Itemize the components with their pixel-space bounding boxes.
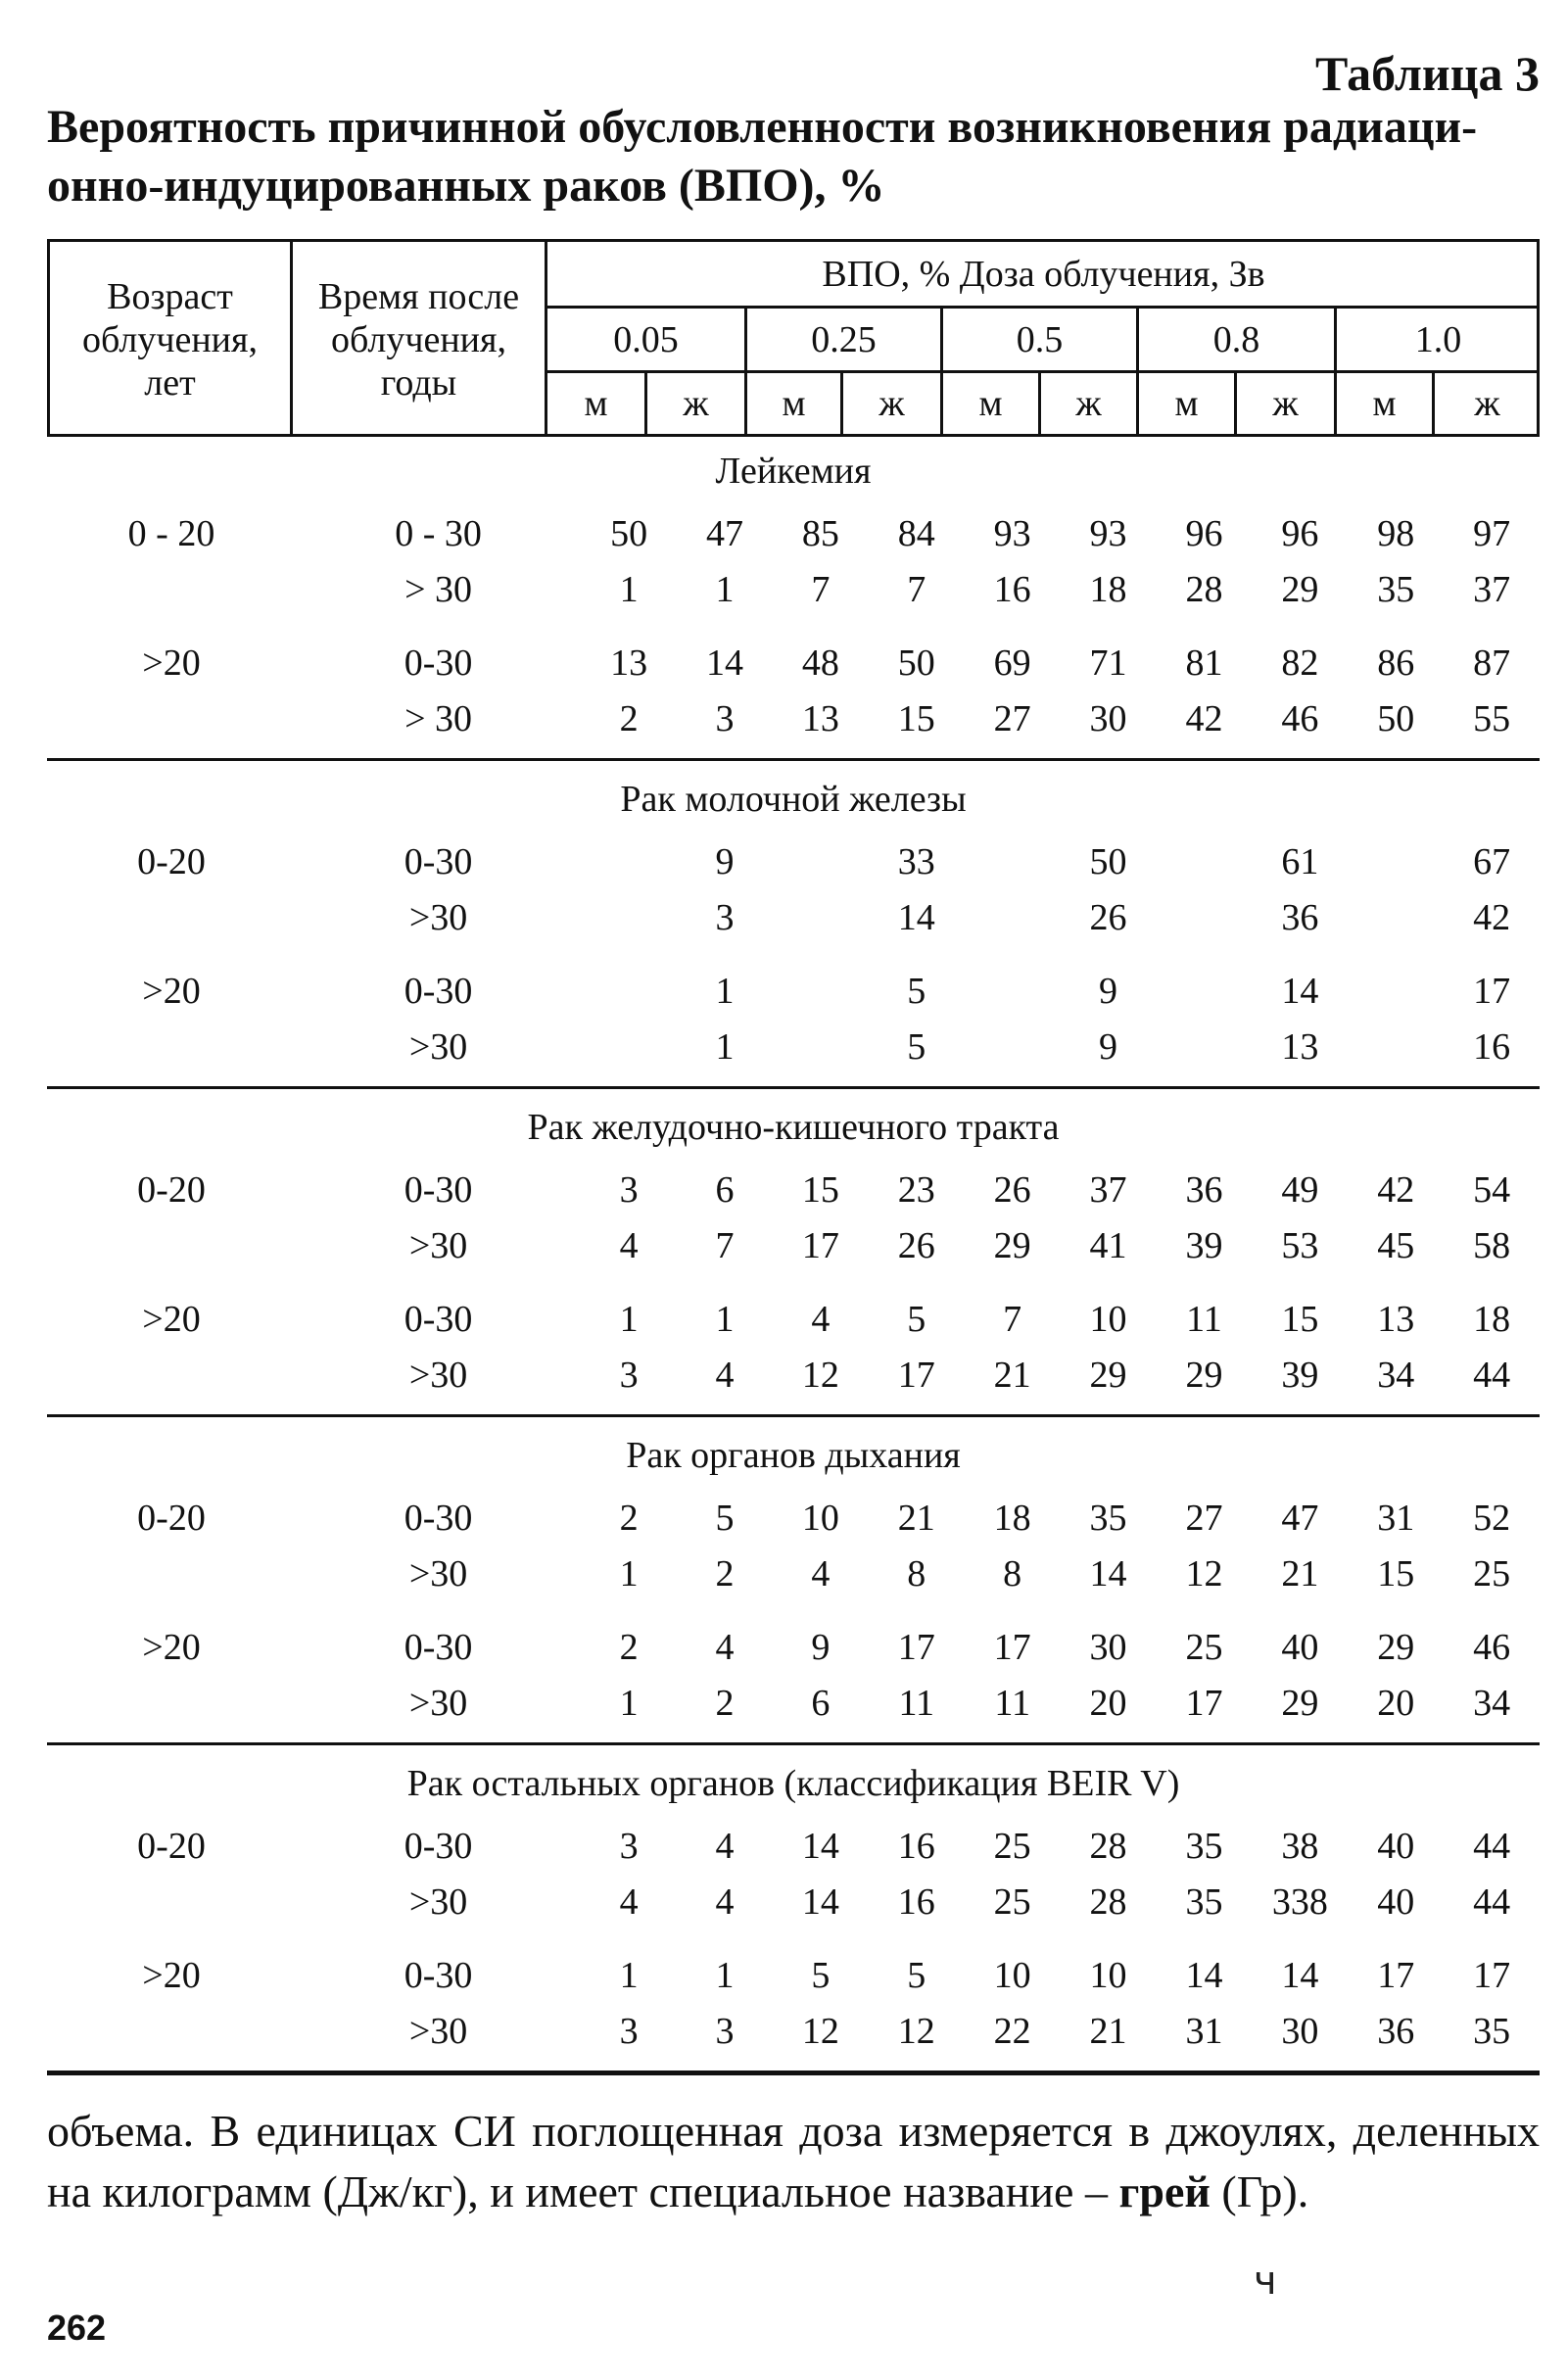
value-cell: 44 — [1473, 1880, 1511, 1923]
value-cell: 35 — [1473, 2010, 1511, 2052]
age-cell: >20 — [142, 970, 201, 1012]
table-row — [47, 963, 1540, 1019]
value-cell: 10 — [801, 1497, 839, 1539]
value-cell: 40 — [1281, 1626, 1319, 1668]
section-rule — [47, 2059, 1540, 2075]
value-cell: 22 — [993, 2010, 1031, 2052]
value-cell: 1 — [619, 568, 639, 610]
table-header — [47, 239, 1540, 437]
value-cell: 26 — [897, 1224, 935, 1266]
value-cell: 15 — [1377, 1552, 1415, 1595]
value-cell: 4 — [619, 1224, 639, 1266]
time-cell: 0-30 — [404, 1497, 473, 1539]
value-cell: 15 — [801, 1168, 839, 1211]
value-cell: 36 — [1281, 896, 1319, 938]
age-cell: >20 — [142, 1626, 201, 1668]
value-cell: 14 — [1089, 1552, 1127, 1595]
value-cell: 14 — [705, 642, 743, 684]
table-row — [47, 833, 1540, 889]
value-cell: 13 — [610, 642, 648, 684]
value-cell: 14 — [1281, 1954, 1319, 1996]
value-cell: 4 — [715, 1626, 735, 1668]
table-row — [47, 561, 1540, 617]
value-cell: 25 — [1473, 1552, 1511, 1595]
header-time-line: годы — [380, 362, 457, 404]
value-cell: 31 — [1185, 2010, 1223, 2052]
age-cell: 0-20 — [137, 1497, 206, 1539]
section-rule — [47, 1074, 1540, 1089]
section-title: Рак молочной железы — [620, 779, 967, 820]
document-page — [47, 0, 1540, 2380]
table-row — [47, 1291, 1540, 1347]
table-row — [47, 1490, 1540, 1546]
table-row — [47, 1818, 1540, 1874]
section-title: Лейкемия — [715, 451, 872, 492]
value-cell: 50 — [897, 642, 935, 684]
dose-header: 1.0 — [1414, 318, 1462, 360]
sex-header: ж — [683, 383, 709, 424]
value-cell: 2 — [715, 1682, 735, 1724]
value-cell: 2 — [619, 697, 639, 739]
value-cell: 27 — [1185, 1497, 1223, 1539]
time-cell: 0-30 — [404, 1626, 473, 1668]
value-cell: 7 — [811, 568, 831, 610]
value-cell: 3 — [619, 1825, 639, 1867]
value-cell: 29 — [1281, 1682, 1319, 1724]
value-cell: 45 — [1377, 1224, 1415, 1266]
sex-header: м — [1372, 383, 1397, 424]
value-cell: 36 — [1377, 2010, 1415, 2052]
time-cell: > 30 — [404, 568, 473, 610]
value-cell: 93 — [1089, 512, 1127, 554]
value-cell: 29 — [1089, 1354, 1127, 1396]
value-cell: 28 — [1089, 1825, 1127, 1867]
value-cell: 8 — [907, 1552, 926, 1595]
value-cell: 17 — [801, 1224, 839, 1266]
value-cell: 61 — [1281, 840, 1319, 882]
value-cell: 34 — [1473, 1682, 1511, 1724]
value-cell: 44 — [1473, 1825, 1511, 1867]
dose-header: 0.8 — [1212, 318, 1260, 360]
value-cell: 14 — [801, 1825, 839, 1867]
value-cell: 13 — [1281, 1025, 1319, 1068]
value-cell: 10 — [1089, 1954, 1127, 1996]
time-cell: >30 — [408, 2010, 468, 2052]
value-cell: 11 — [1186, 1298, 1222, 1340]
value-cell: 35 — [1089, 1497, 1127, 1539]
table-number: Таблица 3 — [1314, 46, 1540, 101]
table-row — [47, 1546, 1540, 1601]
table-row — [47, 1874, 1540, 1929]
value-cell: 18 — [1089, 568, 1127, 610]
value-cell: 52 — [1473, 1497, 1511, 1539]
table-row — [47, 1217, 1540, 1273]
value-cell: 35 — [1377, 568, 1415, 610]
dose-header: 0.5 — [1016, 318, 1064, 360]
value-cell: 41 — [1089, 1224, 1127, 1266]
sex-header: ж — [1474, 383, 1500, 424]
value-cell: 2 — [619, 1626, 639, 1668]
value-cell: 35 — [1185, 1825, 1223, 1867]
value-cell: 17 — [897, 1626, 935, 1668]
table-row — [47, 690, 1540, 746]
value-cell: 39 — [1281, 1354, 1319, 1396]
value-cell: 93 — [993, 512, 1031, 554]
value-cell: 6 — [715, 1168, 735, 1211]
value-cell: 50 — [1089, 840, 1127, 882]
time-cell: > 30 — [404, 697, 473, 739]
value-cell: 49 — [1281, 1168, 1319, 1211]
header-time — [293, 257, 545, 423]
sex-header: м — [978, 383, 1003, 424]
value-cell: 1 — [619, 1682, 639, 1724]
value-cell: 21 — [1281, 1552, 1319, 1595]
table-row — [47, 2003, 1540, 2059]
value-cell: 25 — [993, 1825, 1031, 1867]
value-cell: 16 — [897, 1880, 935, 1923]
value-cell: 29 — [1185, 1354, 1223, 1396]
value-cell: 4 — [715, 1880, 735, 1923]
value-cell: 1 — [619, 1954, 639, 1996]
value-cell: 46 — [1473, 1626, 1511, 1668]
value-cell: 37 — [1473, 568, 1511, 610]
value-cell: 34 — [1377, 1354, 1415, 1396]
value-cell: 1 — [715, 1954, 735, 1996]
value-cell: 81 — [1185, 642, 1223, 684]
value-cell: 28 — [1185, 568, 1223, 610]
value-cell: 5 — [907, 1298, 926, 1340]
time-cell: >30 — [408, 896, 468, 938]
value-cell: 11 — [898, 1682, 935, 1724]
table-row — [47, 1947, 1540, 2003]
value-cell: 69 — [993, 642, 1031, 684]
value-cell: 87 — [1473, 642, 1511, 684]
value-cell: 1 — [619, 1298, 639, 1340]
value-cell: 9 — [1099, 1025, 1118, 1068]
value-cell: 96 — [1281, 512, 1319, 554]
value-cell: 17 — [897, 1354, 935, 1396]
value-cell: 42 — [1185, 697, 1223, 739]
value-cell: 12 — [1185, 1552, 1223, 1595]
time-cell: >30 — [408, 1224, 468, 1266]
value-cell: 14 — [897, 896, 935, 938]
margin-mark: ч — [1254, 2259, 1277, 2304]
time-cell: 0-30 — [404, 1168, 473, 1211]
value-cell: 1 — [715, 1025, 735, 1068]
body-paragraph — [47, 2101, 1540, 2222]
value-cell: 13 — [1377, 1298, 1415, 1340]
value-cell: 30 — [1281, 2010, 1319, 2052]
value-cell: 16 — [1473, 1025, 1511, 1068]
table-row — [47, 889, 1540, 945]
value-cell: 7 — [715, 1224, 735, 1266]
value-cell: 46 — [1281, 697, 1319, 739]
value-cell: 17 — [1377, 1954, 1415, 1996]
value-cell: 1 — [715, 568, 735, 610]
age-cell: 0-20 — [137, 1168, 206, 1211]
value-cell: 3 — [619, 1354, 639, 1396]
table-row — [47, 1347, 1540, 1403]
value-cell: 26 — [1089, 896, 1127, 938]
time-cell: 0-30 — [404, 970, 473, 1012]
value-cell: 9 — [715, 840, 735, 882]
value-cell: 5 — [715, 1497, 735, 1539]
table-body — [47, 437, 1540, 2079]
value-cell: 50 — [1377, 697, 1415, 739]
table-caption: Вероятность причинной обусловленности возникновения радиаци-онно-индуцированных раков (ВПО), % — [47, 101, 1478, 212]
value-cell: 85 — [801, 512, 839, 554]
header-age-line: облучения, — [82, 319, 258, 360]
table-row — [47, 1162, 1540, 1217]
value-cell: 2 — [715, 1552, 735, 1595]
sex-header: м — [782, 383, 806, 424]
header-age-line: лет — [144, 362, 196, 404]
section-rule — [47, 1403, 1540, 1417]
value-cell: 16 — [897, 1825, 935, 1867]
section-rule — [47, 1731, 1540, 1745]
value-cell: 5 — [907, 1025, 926, 1068]
value-cell: 6 — [811, 1682, 831, 1724]
value-cell: 44 — [1473, 1354, 1511, 1396]
body-text-bold: грей — [1118, 2166, 1211, 2216]
value-cell: 7 — [907, 568, 926, 610]
table-row — [47, 635, 1540, 690]
value-cell: 48 — [801, 642, 839, 684]
value-cell: 17 — [993, 1626, 1031, 1668]
value-cell: 39 — [1185, 1224, 1223, 1266]
time-cell: 0-30 — [404, 1298, 473, 1340]
value-cell: 35 — [1185, 1880, 1223, 1923]
value-cell: 23 — [897, 1168, 935, 1211]
value-cell: 13 — [801, 697, 839, 739]
value-cell: 3 — [715, 2010, 735, 2052]
table-row — [47, 505, 1540, 561]
value-cell: 47 — [1281, 1497, 1319, 1539]
value-cell: 67 — [1473, 840, 1511, 882]
value-cell: 21 — [993, 1354, 1031, 1396]
value-cell: 14 — [801, 1880, 839, 1923]
value-cell: 53 — [1281, 1224, 1319, 1266]
body-text-part: (Гр). — [1210, 2166, 1309, 2216]
age-cell: 0-20 — [137, 1825, 206, 1867]
value-cell: 17 — [1473, 1954, 1511, 1996]
value-cell: 25 — [1185, 1626, 1223, 1668]
value-cell: 54 — [1473, 1168, 1511, 1211]
value-cell: 98 — [1377, 512, 1415, 554]
value-cell: 29 — [993, 1224, 1031, 1266]
value-cell: 11 — [994, 1682, 1030, 1724]
value-cell: 31 — [1377, 1497, 1415, 1539]
value-cell: 1 — [619, 1552, 639, 1595]
value-cell: 96 — [1185, 512, 1223, 554]
value-cell: 17 — [1185, 1682, 1223, 1724]
value-cell: 97 — [1473, 512, 1511, 554]
value-cell: 4 — [715, 1825, 735, 1867]
header-age-line: Возраст — [107, 276, 233, 317]
value-cell: 18 — [993, 1497, 1031, 1539]
value-cell: 29 — [1281, 568, 1319, 610]
value-cell: 26 — [993, 1168, 1031, 1211]
header-time-line: Время после — [317, 276, 520, 317]
value-cell: 84 — [897, 512, 935, 554]
header-time-line: облучения, — [331, 319, 506, 360]
value-cell: 10 — [993, 1954, 1031, 1996]
value-cell: 47 — [705, 512, 743, 554]
value-cell: 15 — [1281, 1298, 1319, 1340]
table-row — [47, 1619, 1540, 1675]
value-cell: 50 — [610, 512, 648, 554]
value-cell: 30 — [1089, 1626, 1127, 1668]
value-cell: 28 — [1089, 1880, 1127, 1923]
value-cell: 17 — [1473, 970, 1511, 1012]
value-cell: 37 — [1089, 1168, 1127, 1211]
value-cell: 14 — [1185, 1954, 1223, 1996]
time-cell: >30 — [408, 1880, 468, 1923]
section-title: Рак органов дыхания — [626, 1435, 961, 1476]
value-cell: 3 — [715, 697, 735, 739]
sex-header: м — [1174, 383, 1199, 424]
value-cell: 40 — [1377, 1825, 1415, 1867]
section-rule — [47, 746, 1540, 761]
value-cell: 4 — [811, 1298, 831, 1340]
value-cell: 29 — [1377, 1626, 1415, 1668]
header-group: ВПО, % Доза облучения, Зв — [822, 253, 1265, 295]
sex-header: м — [584, 383, 608, 424]
value-cell: 3 — [619, 1168, 639, 1211]
time-cell: >30 — [408, 1025, 468, 1068]
value-cell: 82 — [1281, 642, 1319, 684]
value-cell: 12 — [897, 2010, 935, 2052]
value-cell: 42 — [1377, 1168, 1415, 1211]
value-cell: 36 — [1185, 1168, 1223, 1211]
value-cell: 9 — [1099, 970, 1118, 1012]
value-cell: 9 — [811, 1626, 831, 1668]
time-cell: 0-30 — [404, 642, 473, 684]
sex-header: ж — [878, 383, 905, 424]
body-text-part: объема. В единицах СИ поглощенная доза измеряется в джоулях, деленных на килограмм (Дж/кг), и имеет специальное название – — [47, 2106, 1540, 2216]
value-cell: 18 — [1473, 1298, 1511, 1340]
age-cell: 0-20 — [137, 840, 206, 882]
time-cell: >30 — [408, 1354, 468, 1396]
value-cell: 20 — [1377, 1682, 1415, 1724]
value-cell: 5 — [811, 1954, 831, 1996]
value-cell: 21 — [897, 1497, 935, 1539]
age-cell: >20 — [142, 1954, 201, 1996]
value-cell: 4 — [715, 1354, 735, 1396]
value-cell: 5 — [907, 1954, 926, 1996]
value-cell: 10 — [1089, 1298, 1127, 1340]
value-cell: 4 — [811, 1552, 831, 1595]
value-cell: 1 — [715, 970, 735, 1012]
value-cell: 1 — [715, 1298, 735, 1340]
sex-header: ж — [1075, 383, 1102, 424]
sex-header: ж — [1272, 383, 1299, 424]
time-cell: 0-30 — [404, 840, 473, 882]
page-number: 262 — [47, 2308, 107, 2348]
dose-header: 0.05 — [613, 318, 679, 360]
time-cell: >30 — [408, 1682, 468, 1724]
age-cell: >20 — [142, 642, 201, 684]
value-cell: 55 — [1473, 697, 1511, 739]
value-cell: 3 — [715, 896, 735, 938]
value-cell: 7 — [1003, 1298, 1022, 1340]
value-cell: 20 — [1089, 1682, 1127, 1724]
time-cell: >30 — [408, 1552, 468, 1595]
value-cell: 33 — [897, 840, 935, 882]
table-row — [47, 1675, 1540, 1731]
dose-header: 0.25 — [811, 318, 877, 360]
value-cell: 8 — [1003, 1552, 1022, 1595]
time-cell: 0 - 30 — [395, 512, 482, 554]
value-cell: 42 — [1473, 896, 1511, 938]
value-cell: 40 — [1377, 1880, 1415, 1923]
value-cell: 15 — [897, 697, 935, 739]
time-cell: 0-30 — [404, 1825, 473, 1867]
table-row — [47, 1019, 1540, 1074]
value-cell: 21 — [1089, 2010, 1127, 2052]
value-cell: 5 — [907, 970, 926, 1012]
value-cell: 16 — [993, 568, 1031, 610]
value-cell: 2 — [619, 1497, 639, 1539]
value-cell: 4 — [619, 1880, 639, 1923]
value-cell: 12 — [801, 1354, 839, 1396]
age-cell: 0 - 20 — [127, 512, 215, 554]
value-cell: 27 — [993, 697, 1031, 739]
value-cell: 86 — [1377, 642, 1415, 684]
value-cell: 71 — [1089, 642, 1127, 684]
value-cell: 12 — [801, 2010, 839, 2052]
header-age — [50, 257, 290, 423]
section-title: Рак остальных органов (классификация BEIR V) — [406, 1763, 1180, 1804]
value-cell: 3 — [619, 2010, 639, 2052]
value-cell: 38 — [1281, 1825, 1319, 1867]
age-cell: >20 — [142, 1298, 201, 1340]
value-cell: 14 — [1281, 970, 1319, 1012]
value-cell: 25 — [993, 1880, 1031, 1923]
value-cell: 338 — [1271, 1880, 1328, 1923]
time-cell: 0-30 — [404, 1954, 473, 1996]
value-cell: 30 — [1089, 697, 1127, 739]
value-cell: 58 — [1473, 1224, 1511, 1266]
section-title: Рак желудочно-кишечного тракта — [527, 1107, 1060, 1148]
